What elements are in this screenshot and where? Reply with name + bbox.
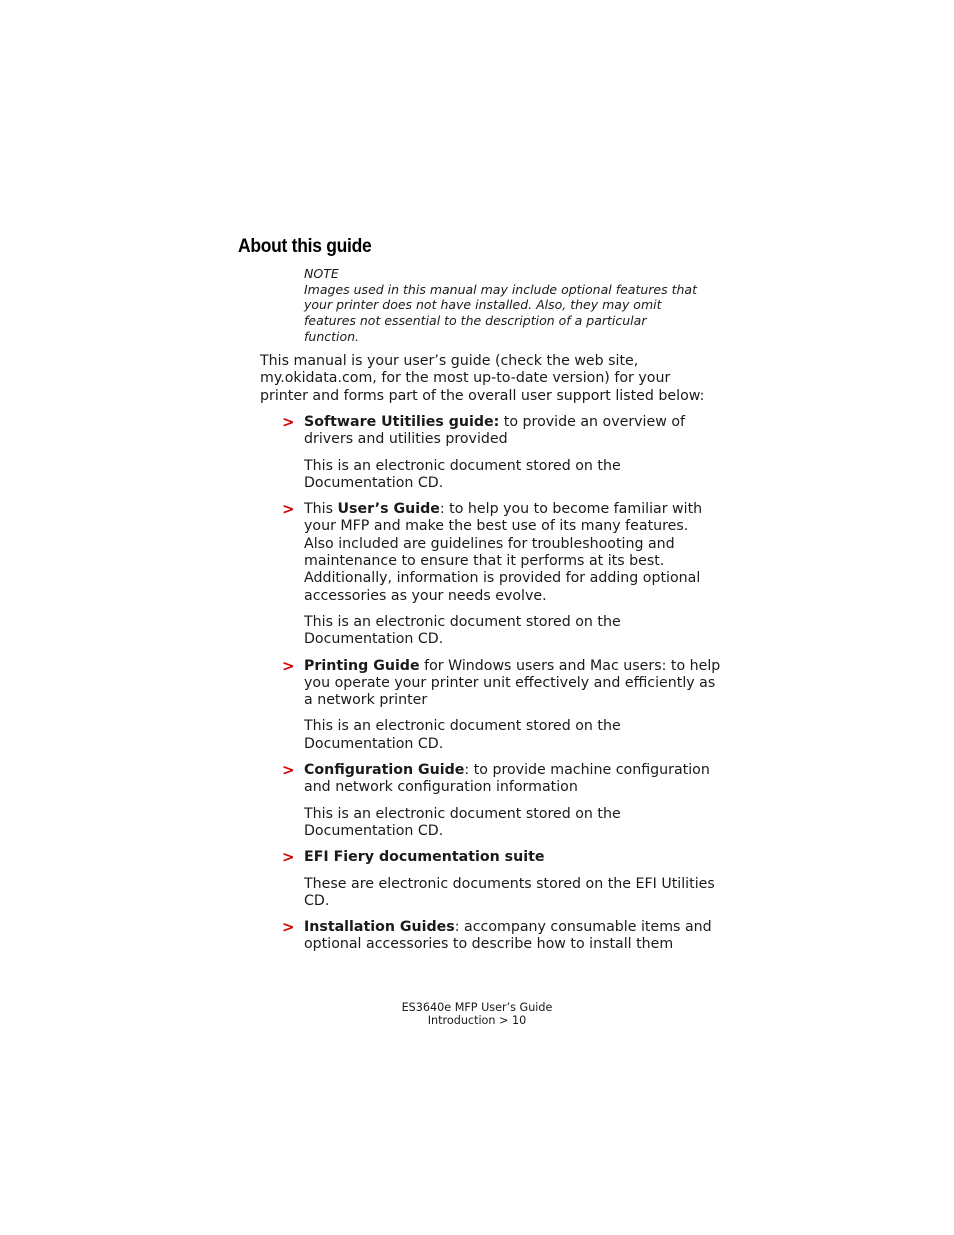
item-title: Configuration Guide <box>304 762 465 779</box>
item-sub-note: This is an electronic document stored on the Documentation CD. <box>304 457 621 491</box>
bullet-arrow-icon: > <box>282 848 295 867</box>
list-item <box>282 762 722 840</box>
list-item-text <box>304 414 722 449</box>
bullet-arrow-icon: > <box>282 761 295 780</box>
note-text: Images used in this manual may include optional features that your printer does not have installed. Also, they may omit features not essential to the description of a particular function. <box>304 281 697 344</box>
list-item-text <box>304 919 722 954</box>
list-item <box>282 849 722 910</box>
item-description: to provide an overview of drivers and utilities provided <box>304 414 686 448</box>
bullet-arrow-icon: > <box>282 500 295 519</box>
page-footer <box>0 1002 954 1027</box>
list-item <box>282 658 722 753</box>
item-sub-note: These are electronic documents stored on the EFI Utilities CD. <box>304 875 715 909</box>
bullet-arrow-icon: > <box>282 918 295 937</box>
item-title: Software Utitilies guide: <box>304 414 500 430</box>
list-item <box>282 919 722 954</box>
list-item <box>282 414 722 492</box>
list-item-text <box>304 849 722 866</box>
list-item-text <box>304 501 722 605</box>
intro-paragraph: This manual is your user’s guide (check the web site, my.okidata.com, for the most up-to-date version) for your printer and forms part of the overall user support listed below: <box>260 353 705 404</box>
list-item-text <box>304 762 722 797</box>
item-title: EFI Fiery documentation suite <box>304 849 545 866</box>
item-prefix: This <box>304 501 338 518</box>
item-title: User’s Guide <box>337 501 440 518</box>
item-description: : to provide machine configuration and network configuration information <box>304 762 710 796</box>
footer-page-ref: Introduction > 10 <box>427 1013 527 1027</box>
item-title: Installation Guides <box>304 919 455 936</box>
item-description: : to help you to become familiar with your MFP and make the best use of its many features. Also included are guidelines for troubleshooting and maintenance to ensure that it performs at its best. Additionally, information is provided for adding optional accessories as your needs evolve. <box>304 501 703 604</box>
list-item <box>282 501 722 648</box>
item-title: Printing Guide <box>304 657 420 674</box>
item-sub-note: This is an electronic document stored on the Documentation CD. <box>304 613 621 648</box>
item-description: : accompany consumable items and optional accessories to describe how to install them <box>304 919 712 953</box>
item-sub-note: This is an electronic document stored on the Documentation CD. <box>304 805 621 839</box>
note-block <box>304 266 704 345</box>
section-heading: About this guide <box>238 236 372 257</box>
guide-list <box>282 414 722 963</box>
note-label: NOTE <box>304 266 339 281</box>
bullet-arrow-icon: > <box>282 656 295 675</box>
item-sub-note: This is an electronic document stored on the Documentation CD. <box>304 718 621 752</box>
bullet-arrow-icon: > <box>282 413 295 431</box>
item-description: for Windows users and Mac users: to help you operate your printer unit effectively and efficiently as a network printer <box>304 657 721 709</box>
footer-title: ES3640e MFP User’s Guide <box>401 1001 553 1014</box>
list-item-text <box>304 658 722 710</box>
